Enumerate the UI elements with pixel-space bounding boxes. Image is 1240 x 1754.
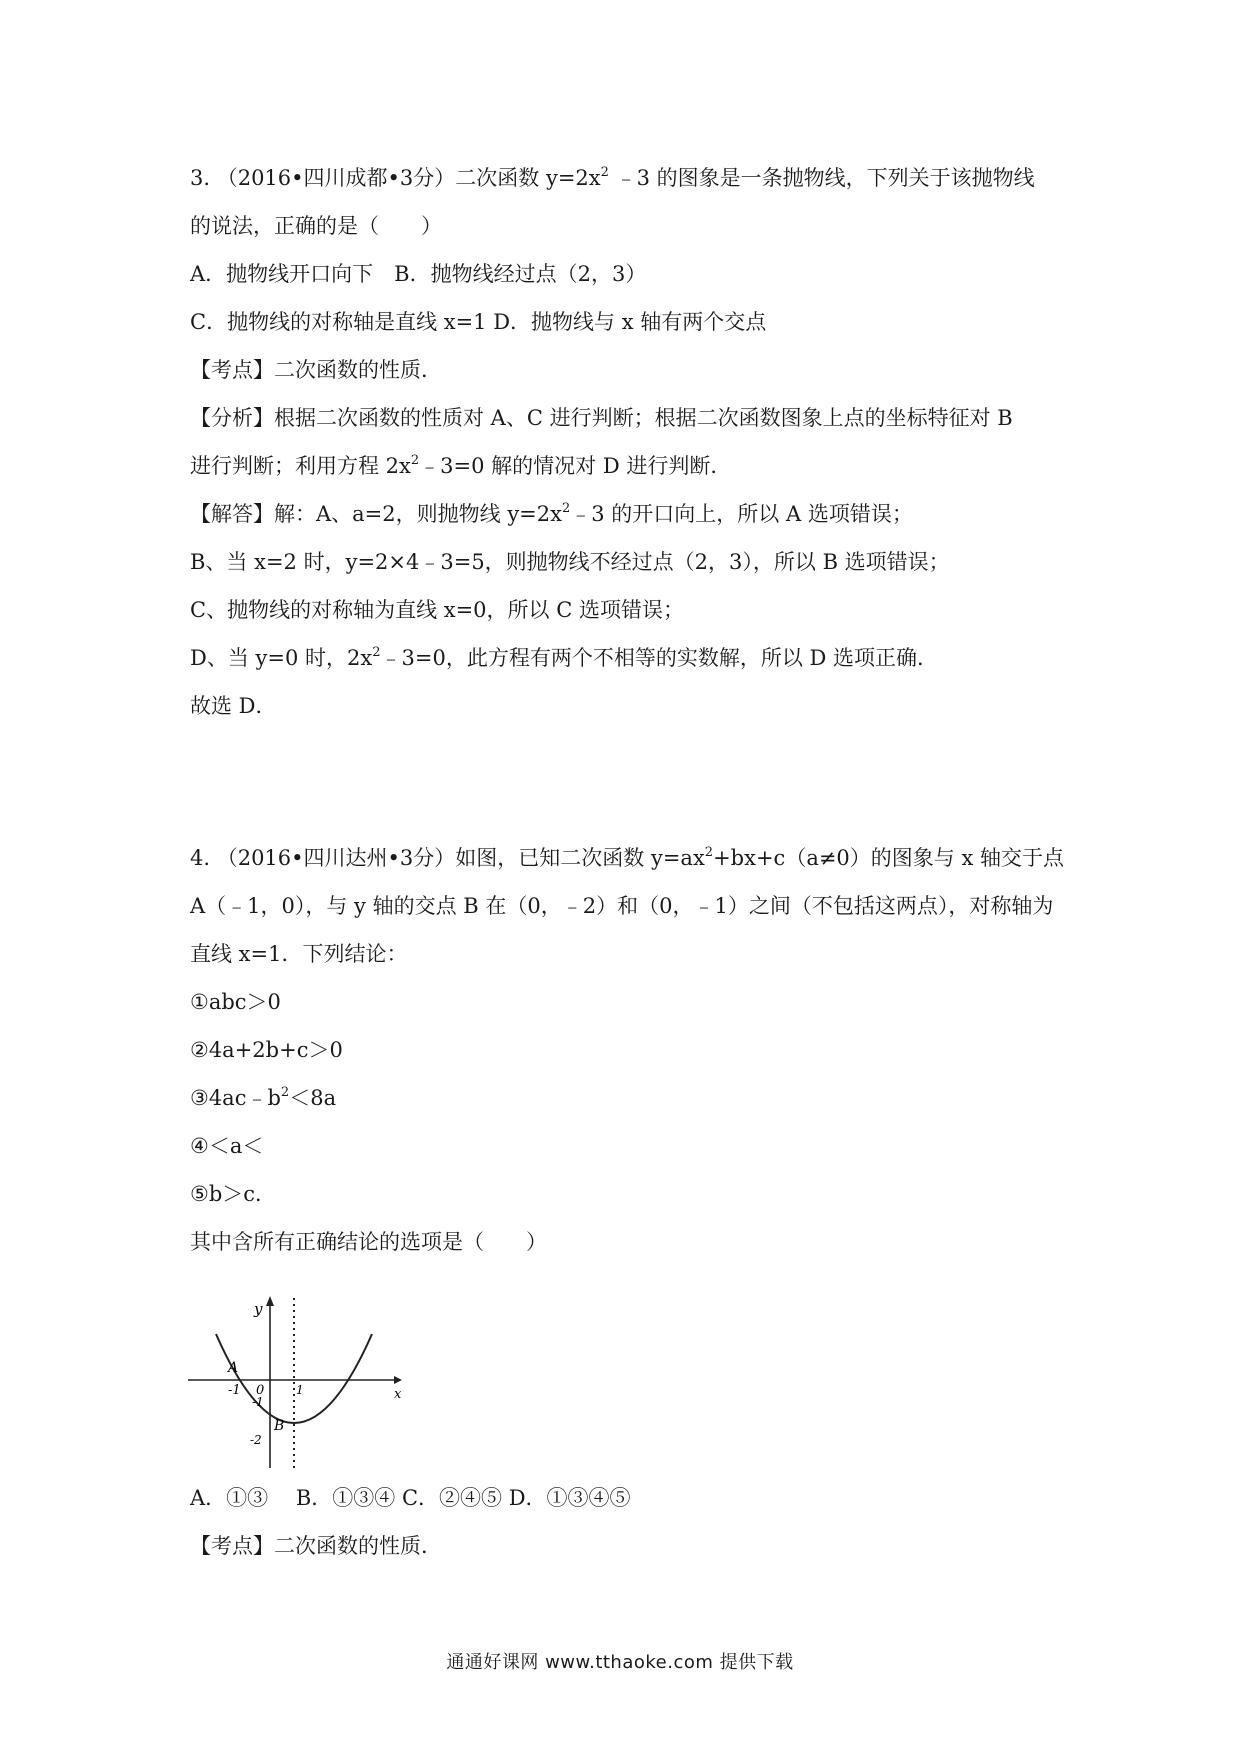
q4-statement-5: ⑤b＞c． (190, 1182, 277, 1206)
x-axis-arrow (394, 1376, 402, 1384)
q4-stem-line1: 4. （2016•四川达州•3分）如图，已知二次函数 $y=ax^2+bx+c(a\ne 0)$的图象与 x 轴交于点 (190, 845, 1064, 870)
q3-stem-line1: 3. （2016•四川成都•3分）二次函数 $y=2x^2$ ﹣3 的图象是一条抛物线，下列关于该抛物线 (190, 165, 1035, 190)
label-minus2-y: -2 (250, 1433, 262, 1447)
q3-fenxi-line2: 进行判断；利用方程 $2x^2﹣3=0$ 解的情况对 D 进行判断． (190, 453, 732, 478)
q4-stem-line3: 直线 x=1．下列结论： (190, 942, 408, 966)
parabola-figure (188, 1292, 404, 1472)
label-point-b: B (274, 1418, 285, 1434)
q4-options: A．①③ B．①③④ C．②④⑤ D．①③④⑤ (190, 1486, 631, 1510)
label-minus1-y: -1 (252, 1395, 264, 1409)
q4-stem-line2: A（﹣1，0），与 y 轴的交点 B 在（0，﹣2）和（0，﹣1）之间（不包括这两点），对称轴为 (190, 894, 1054, 918)
label-origin: 0 (256, 1383, 265, 1398)
y-axis-arrow (266, 1296, 274, 1306)
q4-statement-2: ②4a+2b+c＞0 (190, 1038, 343, 1062)
label-one: 1 (296, 1383, 304, 1397)
q3-step-d: D、当 y=0 时，$2x^2﹣3=0$，此方程有两个不相等的实数解，所以 D 选项正确． (190, 645, 939, 670)
q3-options-cd: C．抛物线的对称轴是直线 x=1 D．抛物线与 x 轴有两个交点 (190, 310, 767, 334)
label-x: x (394, 1387, 402, 1402)
q3-fenxi-line1: 【分析】根据二次函数的性质对 A、C 进行判断；根据二次函数图象上点的坐标特征对 B (190, 406, 1013, 430)
q4-statement-4: ④＜a＜ (190, 1134, 264, 1158)
parabola-svg (188, 1292, 404, 1472)
q3-stem-line2: 的说法，正确的是（ ） (190, 214, 442, 238)
q3-options-ab: A．抛物线开口向下 B．抛物线经过点（2，3） (190, 262, 647, 286)
q3-conclusion: 故选 D． (190, 694, 277, 718)
page-footer: 通通好课网 www.tthaoke.com 提供下载 (446, 1652, 794, 1673)
q3-jieda: 【解答】解：A、a=2，则抛物线 $y=2x^2﹣3$ 的开口向上，所以 A 选项错误； (190, 501, 913, 526)
q4-question: 其中含所有正确结论的选项是（ ） (190, 1230, 547, 1254)
q4-kaodian: 【考点】二次函数的性质． (190, 1534, 442, 1558)
q4-statement-1: ①abc＞0 (190, 990, 281, 1014)
label-minus1-x: -1 (228, 1383, 241, 1398)
q3-step-c: C、抛物线的对称轴为直线 x=0，所以 C 选项错误； (190, 598, 684, 622)
label-y: y (254, 1300, 263, 1318)
q3-step-b: B、当 x=2 时，y=2×4﹣3=5，则抛物线不经过点（2，3），所以 B 选项错误； (190, 550, 950, 574)
q4-statement-3: $③4ac﹣b^2<8a$ (190, 1085, 337, 1110)
q3-kaodian: 【考点】二次函数的性质． (190, 358, 442, 382)
label-point-a: A (228, 1360, 239, 1376)
